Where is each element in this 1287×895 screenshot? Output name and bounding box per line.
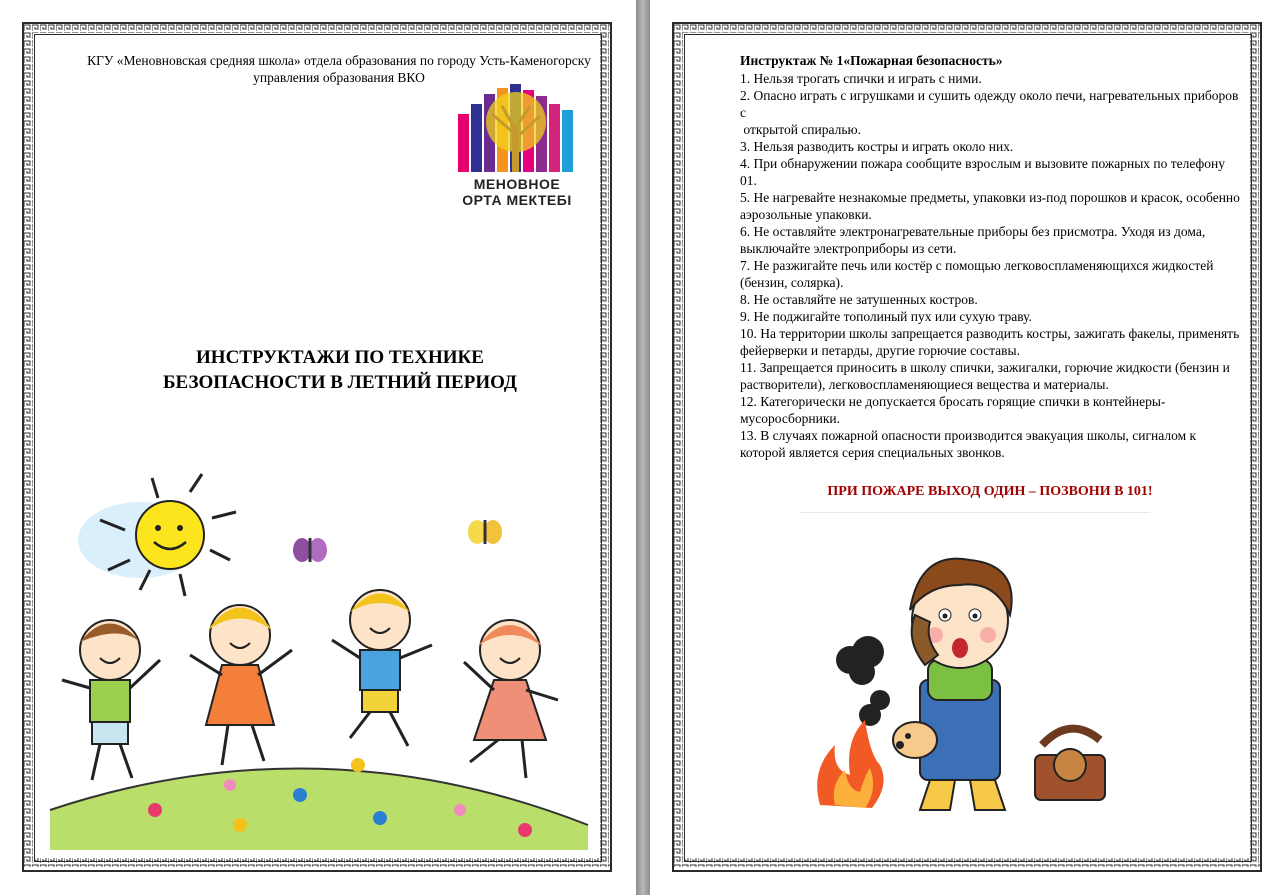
rule-item: 3. Нельзя разводить костры и играть около них. xyxy=(740,139,1014,154)
rule-item: 11. Запрещается приносить в школу спички, зажигалки, горючие жидкости (бензин и растворители), легковоспламеняющиеся вещества и материалы. xyxy=(740,360,1230,392)
fire-alert-slogan: ПРИ ПОЖАРЕ ВЫХОД ОДИН – ПОЗВОНИ В 101! xyxy=(827,484,1153,499)
logo-line2: ОРТА МЕКТЕБІ xyxy=(462,192,572,208)
rule-item: 9. Не поджигайте тополиный пух или сухую траву. xyxy=(740,309,1032,324)
logo-line1: МЕНОВНОЕ xyxy=(473,176,561,192)
title-line-2: БЕЗОПАСНОСТИ В ЛЕТНИЙ ПЕРИОД xyxy=(162,372,517,393)
divider xyxy=(800,512,1150,513)
document-title xyxy=(100,345,580,395)
children-playing-icon xyxy=(40,470,600,850)
page-gutter xyxy=(636,0,650,895)
rule-item: 1. Нельзя трогать спички и играть с ними. xyxy=(740,71,982,86)
rule-item: 10. На территории школы запрещается разводить костры, зажигать факелы, применять фейерверки и петарды, другие горючие составы. xyxy=(740,326,1240,358)
school-logo xyxy=(452,84,582,212)
rule-item: 4. При обнаружении пожара сообщите взрослым и вызовите пожарных по телефону 01. xyxy=(740,156,1225,188)
rule-item: 2. Опасно играть с игрушками и сушить одежду около печи, нагревательных приборов с xyxy=(740,88,1239,120)
boy-calling-fire-icon xyxy=(810,540,1130,820)
title-line-1: ИНСТРУКТАЖИ ПО ТЕХНИКЕ xyxy=(196,347,484,368)
rule-item: открытой спиралью. xyxy=(740,122,861,137)
logo-bars-icon xyxy=(452,84,582,184)
rule-item: 7. Не разжигайте печь или костёр с помощью легковоспламеняющихся жидкостей (бензин, солярка). xyxy=(740,258,1214,290)
rule-item: 6. Не оставляйте электронагревательные приборы без присмотра. Уходя из дома, выключайте электроприборы из сети. xyxy=(740,224,1206,256)
instruction-heading: Инструктаж № 1«Пожарная безопасность» xyxy=(740,53,1003,68)
rule-item: 12. Категорически не допускается бросать горящие спички в контейнеры-мусоросборники. xyxy=(740,394,1166,426)
organization-name: КГУ «Меновновская средняя школа» отдела образования по городу Усть-Каменогорску управления образования ВКО xyxy=(87,53,591,85)
fire-safety-rules xyxy=(740,70,1245,461)
rule-item: 13. В случаях пожарной опасности производится эвакуация школы, сигналом к которой является серия специальных звонков. xyxy=(740,428,1197,460)
rule-item: 5. Не нагревайте незнакомые предметы, упаковки из-под порошков и красок, особенно аэрозольные упаковки. xyxy=(740,190,1240,222)
rule-item: 8. Не оставляйте не затушенных костров. xyxy=(740,292,978,307)
